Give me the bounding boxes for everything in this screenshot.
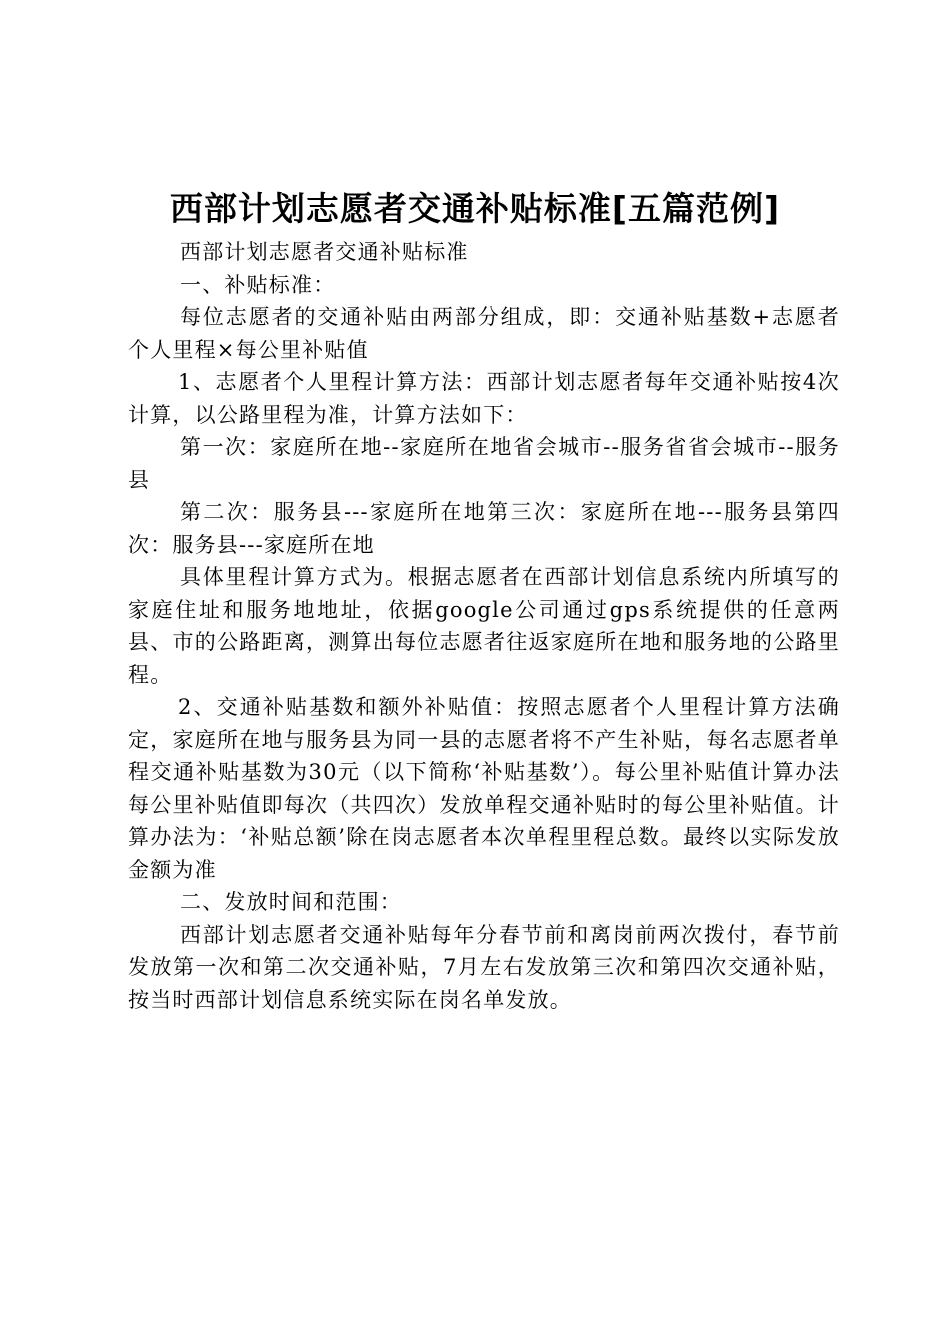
body-paragraph: 西部计划志愿者交通补贴每年分春节前和离岗前两次拨付，春节前发放第一次和第二次交通补贴，7月左右发放第三次和第四次交通补贴，按当时西部计划信息系统实际在岗名单发放。 [128,922,840,1012]
document-title: 西部计划志愿者交通补贴标准[五篇范例] [169,189,781,228]
body-paragraph: 具体里程计算方式为。根据志愿者在西部计划信息系统内所填写的家庭住址和服务地地址，依据google公司通过gps系统提供的任意两县、市的公路距离，测算出每位志愿者往返家庭所在地和服务地的公路里程。 [128,565,840,687]
body-paragraph: 1、志愿者个人里程计算方法：西部计划志愿者每年交通补贴按4次计算，以公路里程为准，计算方法如下： [128,370,840,427]
body-paragraph: 第二次：服务县---家庭所在地第三次：家庭所在地---服务县第四次：服务县---家庭所在地 [128,500,840,557]
body-paragraph: 每位志愿者的交通补贴由两部分组成，即：交通补贴基数+志愿者个人里程×每公里补贴值 [128,305,840,362]
subtitle-paragraph: 西部计划志愿者交通补贴标准 [180,240,469,264]
document-body [128,236,840,1016]
section-heading-payment-time: 二、发放时间和范围： [180,890,402,914]
body-paragraph: 第一次：家庭所在地--家庭所在地省会城市--服务省省会城市--服务县 [128,435,840,492]
body-paragraph: 2、交通补贴基数和额外补贴值：按照志愿者个人里程计算方法确定，家庭所在地与服务县为同一县的志愿者将不产生补贴，每名志愿者单程交通补贴基数为30元（以下简称‘补贴基数’）。每公里补贴值计算办法每公里补贴值即每次（共四次）发放单程交通补贴时的每公里补贴值。计算办法为：‘补贴总额’除在岗志愿者本次单程里程总数。最终以实际发放金额为准 [128,695,840,882]
section-heading-subsidy-standard: 一、补贴标准： [180,272,336,297]
